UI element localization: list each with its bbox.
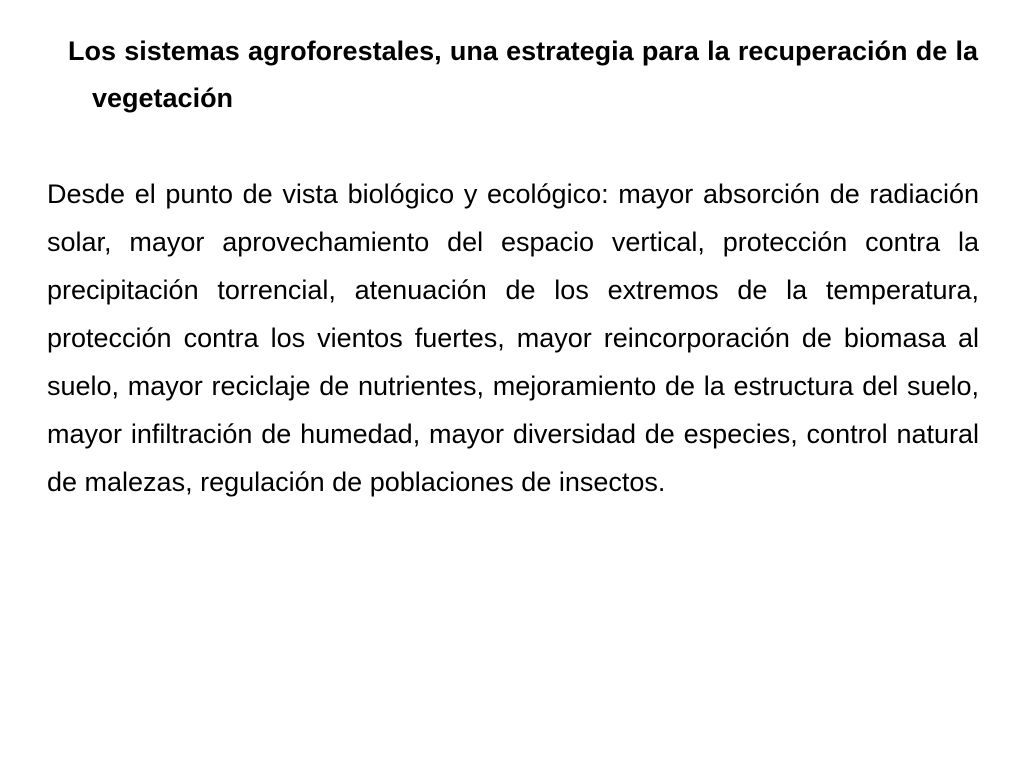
- slide-title: Los sistemas agroforestales, una estrategia para la recuperación de la vegetación: [68, 36, 978, 113]
- slide-body-text: Desde el punto de vista biológico y ecológico: mayor absorción de radiación solar, mayor aprovechamiento del espacio vertical, protección contra la precipitación torrencial, atenuación de los extremos de la temperatura, protección contra los vientos fuertes, mayor reincorporación de biomasa al suelo, mayor reciclaje de nutrientes, mejoramiento de la estructura del suelo, mayor infiltración de humedad, mayor diversidad de especies, control natural de malezas, regulación de poblaciones de insectos.: [47, 179, 979, 497]
